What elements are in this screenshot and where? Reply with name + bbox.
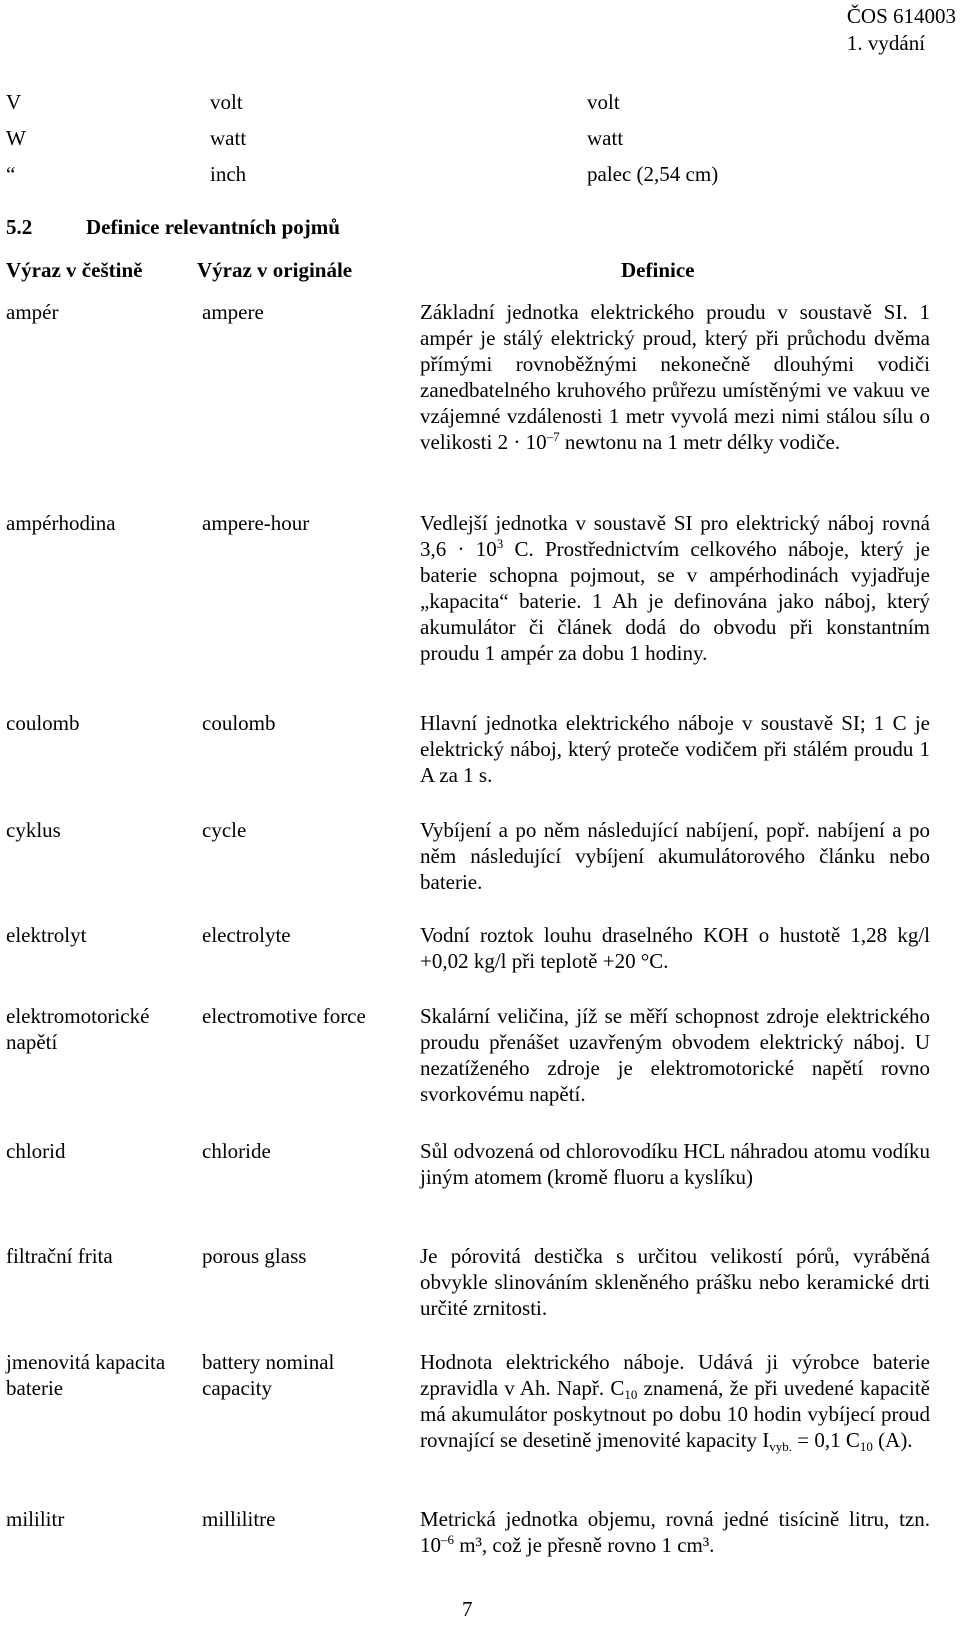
term-czech: cyklus bbox=[6, 818, 61, 842]
term-original: millilitre bbox=[202, 1507, 276, 1531]
abbreviation-symbol: V bbox=[6, 90, 22, 114]
term-czech: ampér bbox=[6, 300, 59, 324]
term-original: porous glass bbox=[202, 1244, 307, 1268]
term-czech: ampérhodina bbox=[6, 511, 116, 535]
term-definition: Vybíjení a po něm následující nabíjení, popř. nabíjení a po něm následující vybíjení akumulátorového článku nebo baterie. bbox=[420, 818, 930, 894]
term-definition: Vedlejší jednotka v soustavě SI pro elektrický náboj rovná $3,6 \cdot 10^3$ C. Prostřednictvím celkového náboje, který je baterie schopna pojmout, se v ampérhodinách vyjadřuje „kapacita“ baterie. 1 Ah je definována jako náboj, který akumulátor či článek dodá do obvodu při konstantním proudu 1 ampér za dobu 1 hodiny. bbox=[420, 511, 930, 665]
section-heading bbox=[6, 214, 340, 240]
term-czech: coulomb bbox=[6, 711, 80, 735]
abbreviation-english: watt bbox=[210, 126, 247, 150]
abbreviation-czech: palec (2,54 cm) bbox=[587, 162, 719, 186]
term-czech: mililitr bbox=[6, 1507, 65, 1531]
term-definition: Sůl odvozená od chlorovodíku HCL náhradou atomu vodíku jiným atomem (kromě fluoru a kyslíku) bbox=[420, 1139, 930, 1189]
term-czech: chlorid bbox=[6, 1139, 66, 1163]
term-definition: Metrická jednotka objemu, rovná jedné tisícině litru, tzn. $10^{-6}$ m³, což je přesně rovno 1 cm³. bbox=[420, 1507, 930, 1557]
page-number: 7 bbox=[462, 1597, 473, 1621]
abbreviation-symbol: W bbox=[6, 126, 26, 150]
term-definition: Skalární veličina, jíž se měří schopnost zdroje elektrického proudu přenášet uzavřeným obvodem elektrický náboj. U nezatíženého zdroje je elektromotorické napětí rovno svorkovému napětí. bbox=[420, 1004, 930, 1106]
term-czech: filtrační frita bbox=[6, 1244, 113, 1268]
term-definition: Základní jednotka elektrického proudu v soustavě SI. 1 ampér je stálý elektrický proud, který při průchodu dvěma přímými rovnoběžnými nekonečně dlouhými vodiči zanedbatelného kruhového průřezu umístěnými ve vakuu ve vzájemné vzdálenosti 1 metr vyvolá mezi nimi stálou sílu o velikosti $2 \cdot 10^{-7}$ newtonu na 1 metr délky vodiče. bbox=[420, 300, 930, 454]
abbreviation-czech: watt bbox=[587, 126, 624, 150]
term-original: electromotive force bbox=[202, 1004, 366, 1028]
term-original: ampere bbox=[202, 300, 264, 324]
term-definition: Hodnota elektrického náboje. Udává ji výrobce baterie zpravidla v Ah. Např. $C_{10}$ znamená, že při uvedené kapacitě má akumulátor poskytnout po dobu 10 hodin vybíjecí proud rovnající se desetině jmenovité kapacity $I_{vyb.} = 0,1$ $C_{10}$ (A). bbox=[420, 1350, 930, 1454]
column-header-original: Výraz v originále bbox=[197, 258, 353, 282]
term-definition: Vodní roztok louhu draselného KOH o hustotě 1,28 kg/l +0,02 kg/l při teplotě +20 °C. bbox=[420, 923, 930, 973]
document-number: ČOS 614003 bbox=[846, 4, 956, 28]
term-original: battery nominal capacity bbox=[202, 1350, 335, 1400]
term-definition: Hlavní jednotka elektrického náboje v soustavě SI; 1 C je elektrický náboj, který proteče vodičem při stálém proudu 1 A za 1 s. bbox=[420, 711, 930, 787]
column-header-definition: Definice bbox=[621, 258, 695, 282]
term-definition: Je pórovitá destička s určitou velikostí pórů, vyráběná obvykle slinováním skleněného prášku nebo keramické drti určité zrnitosti. bbox=[420, 1244, 930, 1320]
term-czech: elektrolyt bbox=[6, 923, 87, 947]
document-header bbox=[847, 3, 956, 57]
section-title: Definice relevantních pojmů bbox=[86, 215, 340, 239]
column-header-czech: Výraz v češtině bbox=[6, 258, 143, 282]
section-number: 5.2 bbox=[6, 215, 33, 239]
term-original: ampere-hour bbox=[202, 511, 310, 535]
abbreviation-czech: volt bbox=[587, 90, 620, 114]
term-czech: elektromotorické napětí bbox=[6, 1004, 150, 1054]
abbreviation-english: volt bbox=[210, 90, 243, 114]
term-czech: jmenovitá kapacita baterie bbox=[6, 1350, 166, 1400]
term-original: cycle bbox=[202, 818, 247, 842]
abbreviation-english: inch bbox=[210, 162, 247, 186]
abbreviation-symbol: “ bbox=[6, 162, 16, 186]
term-original: coulomb bbox=[202, 711, 276, 735]
edition-label: 1. vydání bbox=[846, 31, 926, 55]
term-original: chloride bbox=[202, 1139, 271, 1163]
term-original: electrolyte bbox=[202, 923, 291, 947]
